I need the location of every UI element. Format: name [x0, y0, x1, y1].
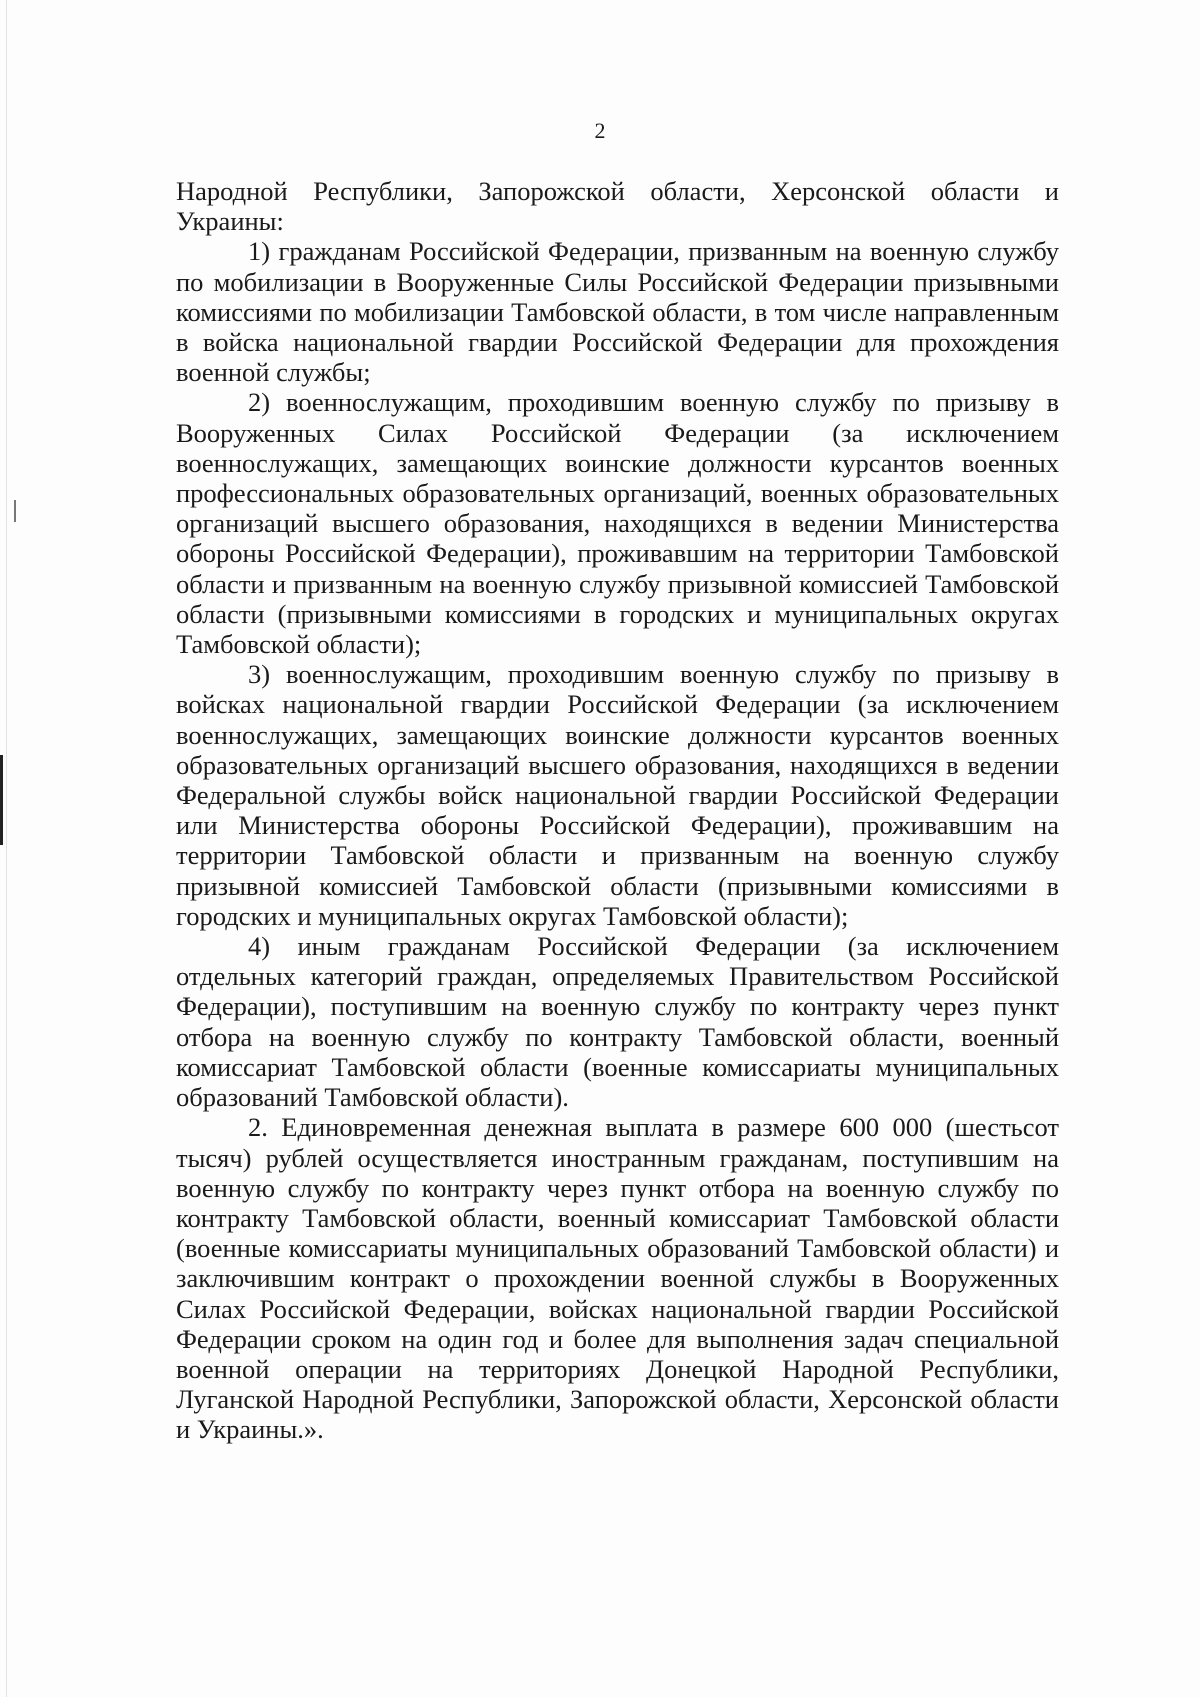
paragraph-item-1: 1) гражданам Российской Федерации, призванным на военную службу по мобилизации в Вооруженные Силы Российской Федерации призывными комиссиями по мобилизации Тамбовской области, в том числе направленным в войска национальной гвардии Российской Федерации для прохождения военной службы;	[176, 236, 1059, 388]
paragraph-item-4: 4) иным гражданам Российской Федерации (за исключением отдельных категорий граждан, определяемых Правительством Российской Федерации), поступившим на военную службу по контракту через пункт отбора на военную службу по контракту Тамбовской области, военный комиссариат Тамбовской области (военные комиссариаты муниципальных образований Тамбовской области).	[176, 931, 1059, 1113]
scan-edge-line	[6, 0, 7, 1697]
paragraph-item-2: 2) военнослужащим, проходившим военную службу по призыву в Вооруженных Силах Российской Федерации (за исключением военнослужащих, замещающих воинские должности курсантов военных профессиональных образовательных организаций, военных образовательных организаций высшего образования, находящихся в ведении Министерства обороны Российской Федерации), проживавшим на территории Тамбовской области и призванным на военную службу призывной комиссией Тамбовской области (призывными комиссиями в городских и муниципальных округах Тамбовской области);	[176, 387, 1059, 660]
scan-margin-dot	[14, 500, 16, 522]
page-number: 2	[594, 118, 606, 143]
document-body	[176, 176, 1059, 1445]
paragraph-item-3: 3) военнослужащим, проходившим военную службу по призыву в войсках национальной гвардии Российской Федерации (за исключением военнослужащих, замещающих воинские должности курсантов военных образовательных организаций высшего образования, находящихся в ведении Федеральной службы войск национальной гвардии Российской Федерации или Министерства обороны Российской Федерации), проживавшим на территории Тамбовской области и призванным на военную службу призывной комиссией Тамбовской области (призывными комиссиями в городских и муниципальных округах Тамбовской области);	[176, 659, 1059, 931]
paragraph-section-2: 2. Единовременная денежная выплата в размере 600 000 (шестьсот тысяч) рублей осуществляется иностранным гражданам, поступившим на военную службу по контракту через пункт отбора на военную службу по контракту Тамбовской области, военный комиссариат Тамбовской области (военные комиссариаты муниципальных образований Тамбовской области) и заключившим контракт о прохождении военной службы в Вооруженных Силах Российской Федерации, войсках национальной гвардии Российской Федерации сроком на один год и более для выполнения задач специальной военной операции на территориях Донецкой Народной Республики, Луганской Народной Республики, Запорожской области, Херсонской области и Украины.».	[176, 1112, 1059, 1445]
scan-margin-mark	[0, 755, 3, 845]
paragraph-continuation: Народной Республики, Запорожской области, Херсонской области и Украины:	[176, 176, 1059, 237]
